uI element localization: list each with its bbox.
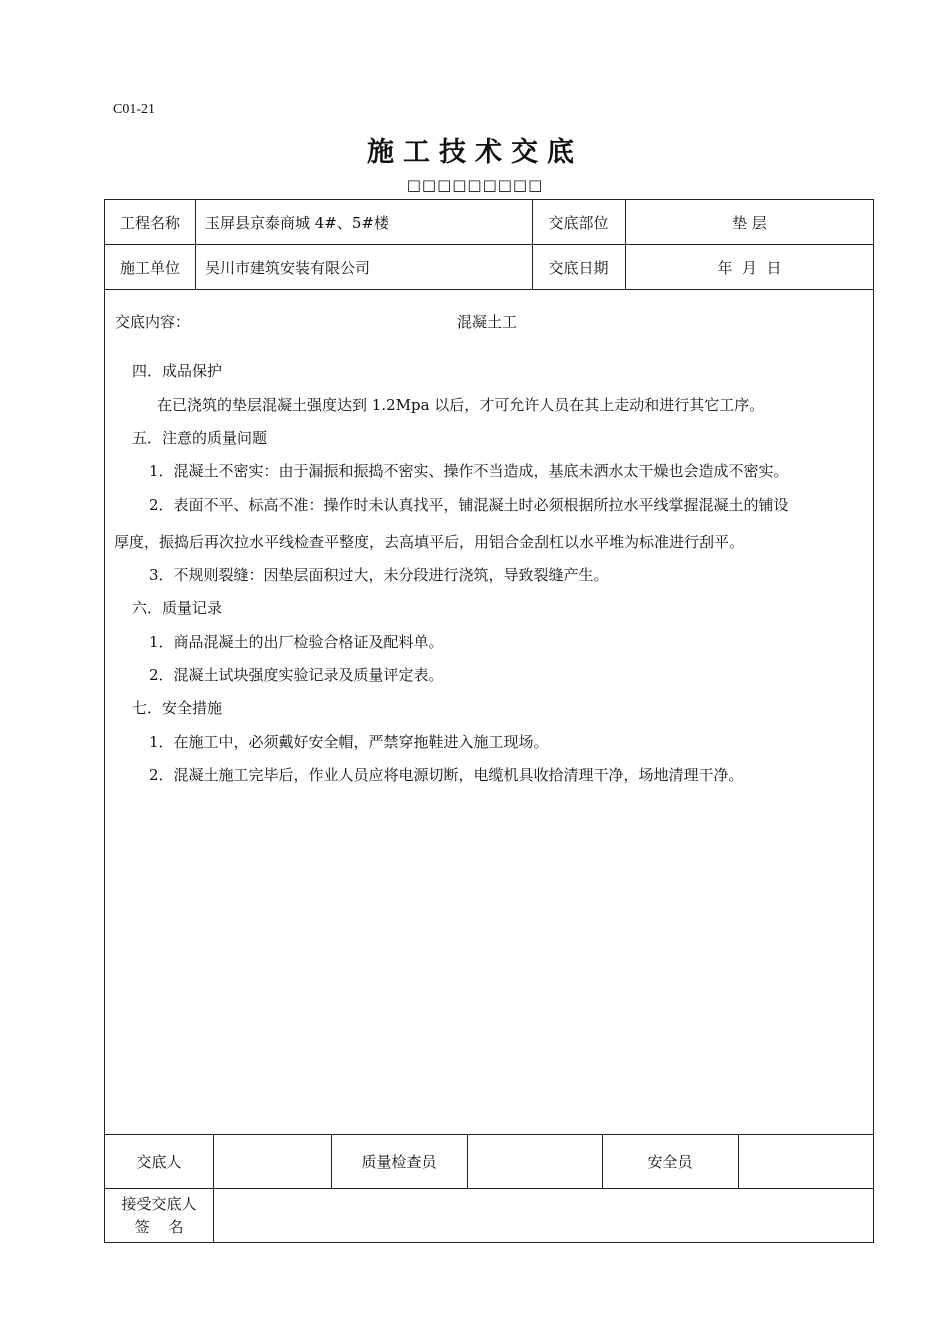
project-name-label: 工程名称 — [119, 213, 180, 232]
content-paragraph: 1．商品混凝土的出厂检验合格证及配料单。 — [149, 633, 444, 651]
receiver-row — [105, 1189, 873, 1243]
safety-officer-signature-field[interactable] — [738, 1135, 874, 1188]
content-paragraph: 2．表面不平、标高不准：操作时未认真找平，铺混凝土时必须根据所拉水平线掌握混凝土的铺设 — [149, 496, 789, 514]
unit-value: 吴川市建筑安装有限公司 — [205, 258, 371, 277]
receiver-label-line1: 接受交底人 — [121, 1195, 197, 1213]
safety-officer-label: 安全员 — [647, 1153, 693, 1171]
part-label: 交底部位 — [548, 213, 609, 232]
presenter-signature-field[interactable] — [213, 1135, 331, 1188]
document-code: C01-21 — [113, 102, 155, 117]
content-paragraph: 1．混凝土不密实：由于漏振和振捣不密实、操作不当造成，基底未洒水太干燥也会造成不密实。 — [149, 462, 789, 480]
unit-label: 施工单位 — [119, 258, 180, 277]
content-topic: 混凝土工 — [457, 313, 518, 331]
content-paragraph: 在已浇筑的垫层混凝土强度达到 1.2Mpa 以后，才可允许人员在其上走动和进行其它工序。 — [157, 396, 765, 414]
receiver-label-line2: 签 名 — [134, 1218, 184, 1236]
content-paragraph: 3．不规则裂缝：因垫层面积过大，未分段进行浇筑，导致裂缝产生。 — [149, 566, 609, 584]
document-subtitle: □□□□□□□□□ — [406, 176, 544, 194]
unit-row — [105, 245, 873, 290]
receiver-signature-field[interactable] — [213, 1189, 874, 1243]
date-value: 年 月 日 — [717, 258, 782, 277]
section-heading: 六．质量记录 — [132, 599, 223, 617]
receiver-label — [105, 1189, 213, 1243]
section-heading: 五．注意的质量问题 — [132, 429, 268, 447]
content-paragraph: 2．混凝土试块强度实验记录及质量评定表。 — [149, 666, 444, 684]
disclosure-form-table — [104, 199, 874, 1243]
inspector-label: 质量检查员 — [361, 1153, 437, 1171]
document-title: 施工技术交底 — [367, 137, 583, 168]
content-paragraph: 1．在施工中，必须戴好安全帽，严禁穿拖鞋进入施工现场。 — [149, 733, 549, 751]
section-heading: 七．安全措施 — [132, 699, 223, 717]
content-label: 交底内容： — [115, 313, 191, 331]
presenter-label: 交底人 — [136, 1153, 182, 1171]
part-value: 垫 层 — [732, 213, 767, 232]
signature-row — [105, 1135, 873, 1189]
content-paragraph: 厚度，振捣后再次拉水平线检查平整度，去高填平后，用铝合金刮杠以水平堆为标准进行刮平。 — [114, 533, 745, 551]
content-area — [105, 290, 873, 1135]
date-label: 交底日期 — [548, 258, 609, 277]
section-heading: 四．成品保护 — [132, 362, 223, 380]
content-paragraph: 2．混凝土施工完毕后，作业人员应将电源切断，电缆机具收拾清理干净，场地清理干净。 — [149, 766, 744, 784]
project-row — [105, 200, 873, 245]
project-name-value: 玉屏县京泰商城 4#、5#楼 — [205, 213, 389, 232]
inspector-signature-field[interactable] — [467, 1135, 602, 1188]
